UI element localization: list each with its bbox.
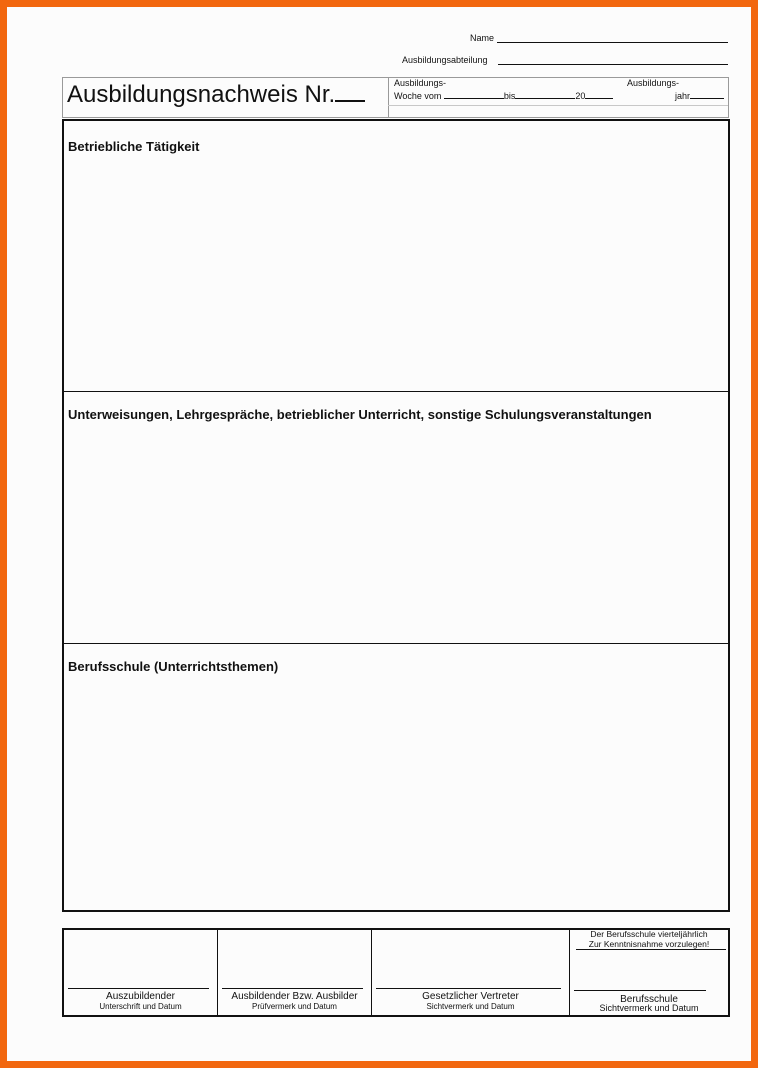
signature-line — [376, 988, 561, 989]
signature-row — [62, 928, 730, 1017]
signature-sublabel: Sichtvermerk und Datum — [426, 1002, 515, 1011]
section-title-berufsschule: Berufsschule (Unterrichtsthemen) — [68, 659, 279, 674]
form-page — [7, 7, 751, 1061]
header-underline — [388, 105, 728, 106]
signature-label: Ausbildender Bzw. Ausbilder — [231, 991, 358, 1002]
bis-label: bis — [503, 91, 516, 101]
signature-sublabel: Prüfvermerk und Datum — [252, 1002, 337, 1011]
signature-cell-vertreter[interactable] — [372, 930, 570, 1015]
woche-label-line2: Woche vom — [394, 91, 442, 101]
jahr-field[interactable] — [690, 89, 724, 99]
woche-row — [394, 89, 613, 101]
section-title-unterweisungen: Unterweisungen, Lehrgespräche, betrieblicher Unterricht, sonstige Schulungsveranstaltungen — [68, 407, 652, 422]
year-field[interactable] — [585, 89, 613, 99]
section-title-betrieb: Betriebliche Tätigkeit — [68, 139, 200, 154]
report-sections — [62, 119, 730, 912]
section-area-unterweisungen[interactable] — [64, 425, 728, 641]
berufsschule-note-line1: Der Berufsschule vierteljährlich — [590, 929, 708, 939]
woche-label-line1: Ausbildungs- — [394, 78, 447, 88]
signature-sublabel: Sichtvermerk und Datum — [599, 1003, 699, 1013]
report-number-field[interactable] — [335, 80, 365, 102]
section-area-berufsschule[interactable] — [64, 677, 728, 907]
jahr-row — [675, 89, 724, 101]
signature-line — [574, 990, 706, 991]
header-box — [62, 77, 729, 118]
jahr-label-line1: Ausbildungs- — [627, 78, 680, 88]
note-underline — [576, 949, 726, 950]
page-title-text: Ausbildungsnachweis Nr. — [67, 81, 336, 108]
name-label: Name — [470, 33, 495, 43]
signature-label: Gesetzlicher Vertreter — [422, 991, 519, 1002]
abteilung-label: Ausbildungsabteilung — [402, 55, 488, 65]
signature-cell-berufsschule[interactable] — [570, 930, 728, 1015]
signature-cell-auszubildender[interactable] — [64, 930, 218, 1015]
page-title — [67, 80, 365, 109]
abteilung-field[interactable] — [498, 64, 728, 65]
year-prefix: 20 — [575, 91, 586, 101]
section-divider — [64, 643, 728, 644]
signature-label: Auszubildender — [106, 991, 175, 1002]
section-divider — [64, 391, 728, 392]
name-field[interactable] — [497, 42, 728, 43]
signature-line — [222, 988, 363, 989]
signature-sublabel: Unterschrift und Datum — [99, 1002, 182, 1011]
woche-von-field[interactable] — [444, 89, 504, 99]
header-divider — [388, 78, 389, 117]
berufsschule-note-line2: Zur Kenntnisnahme vorzulegen! — [588, 939, 710, 949]
signature-cell-ausbilder[interactable] — [218, 930, 372, 1015]
woche-bis-field[interactable] — [515, 89, 575, 99]
jahr-label-line2: jahr — [675, 91, 691, 101]
signature-label: Berufsschule — [620, 994, 678, 1005]
signature-line — [68, 988, 209, 989]
section-area-betrieb[interactable] — [64, 157, 728, 389]
